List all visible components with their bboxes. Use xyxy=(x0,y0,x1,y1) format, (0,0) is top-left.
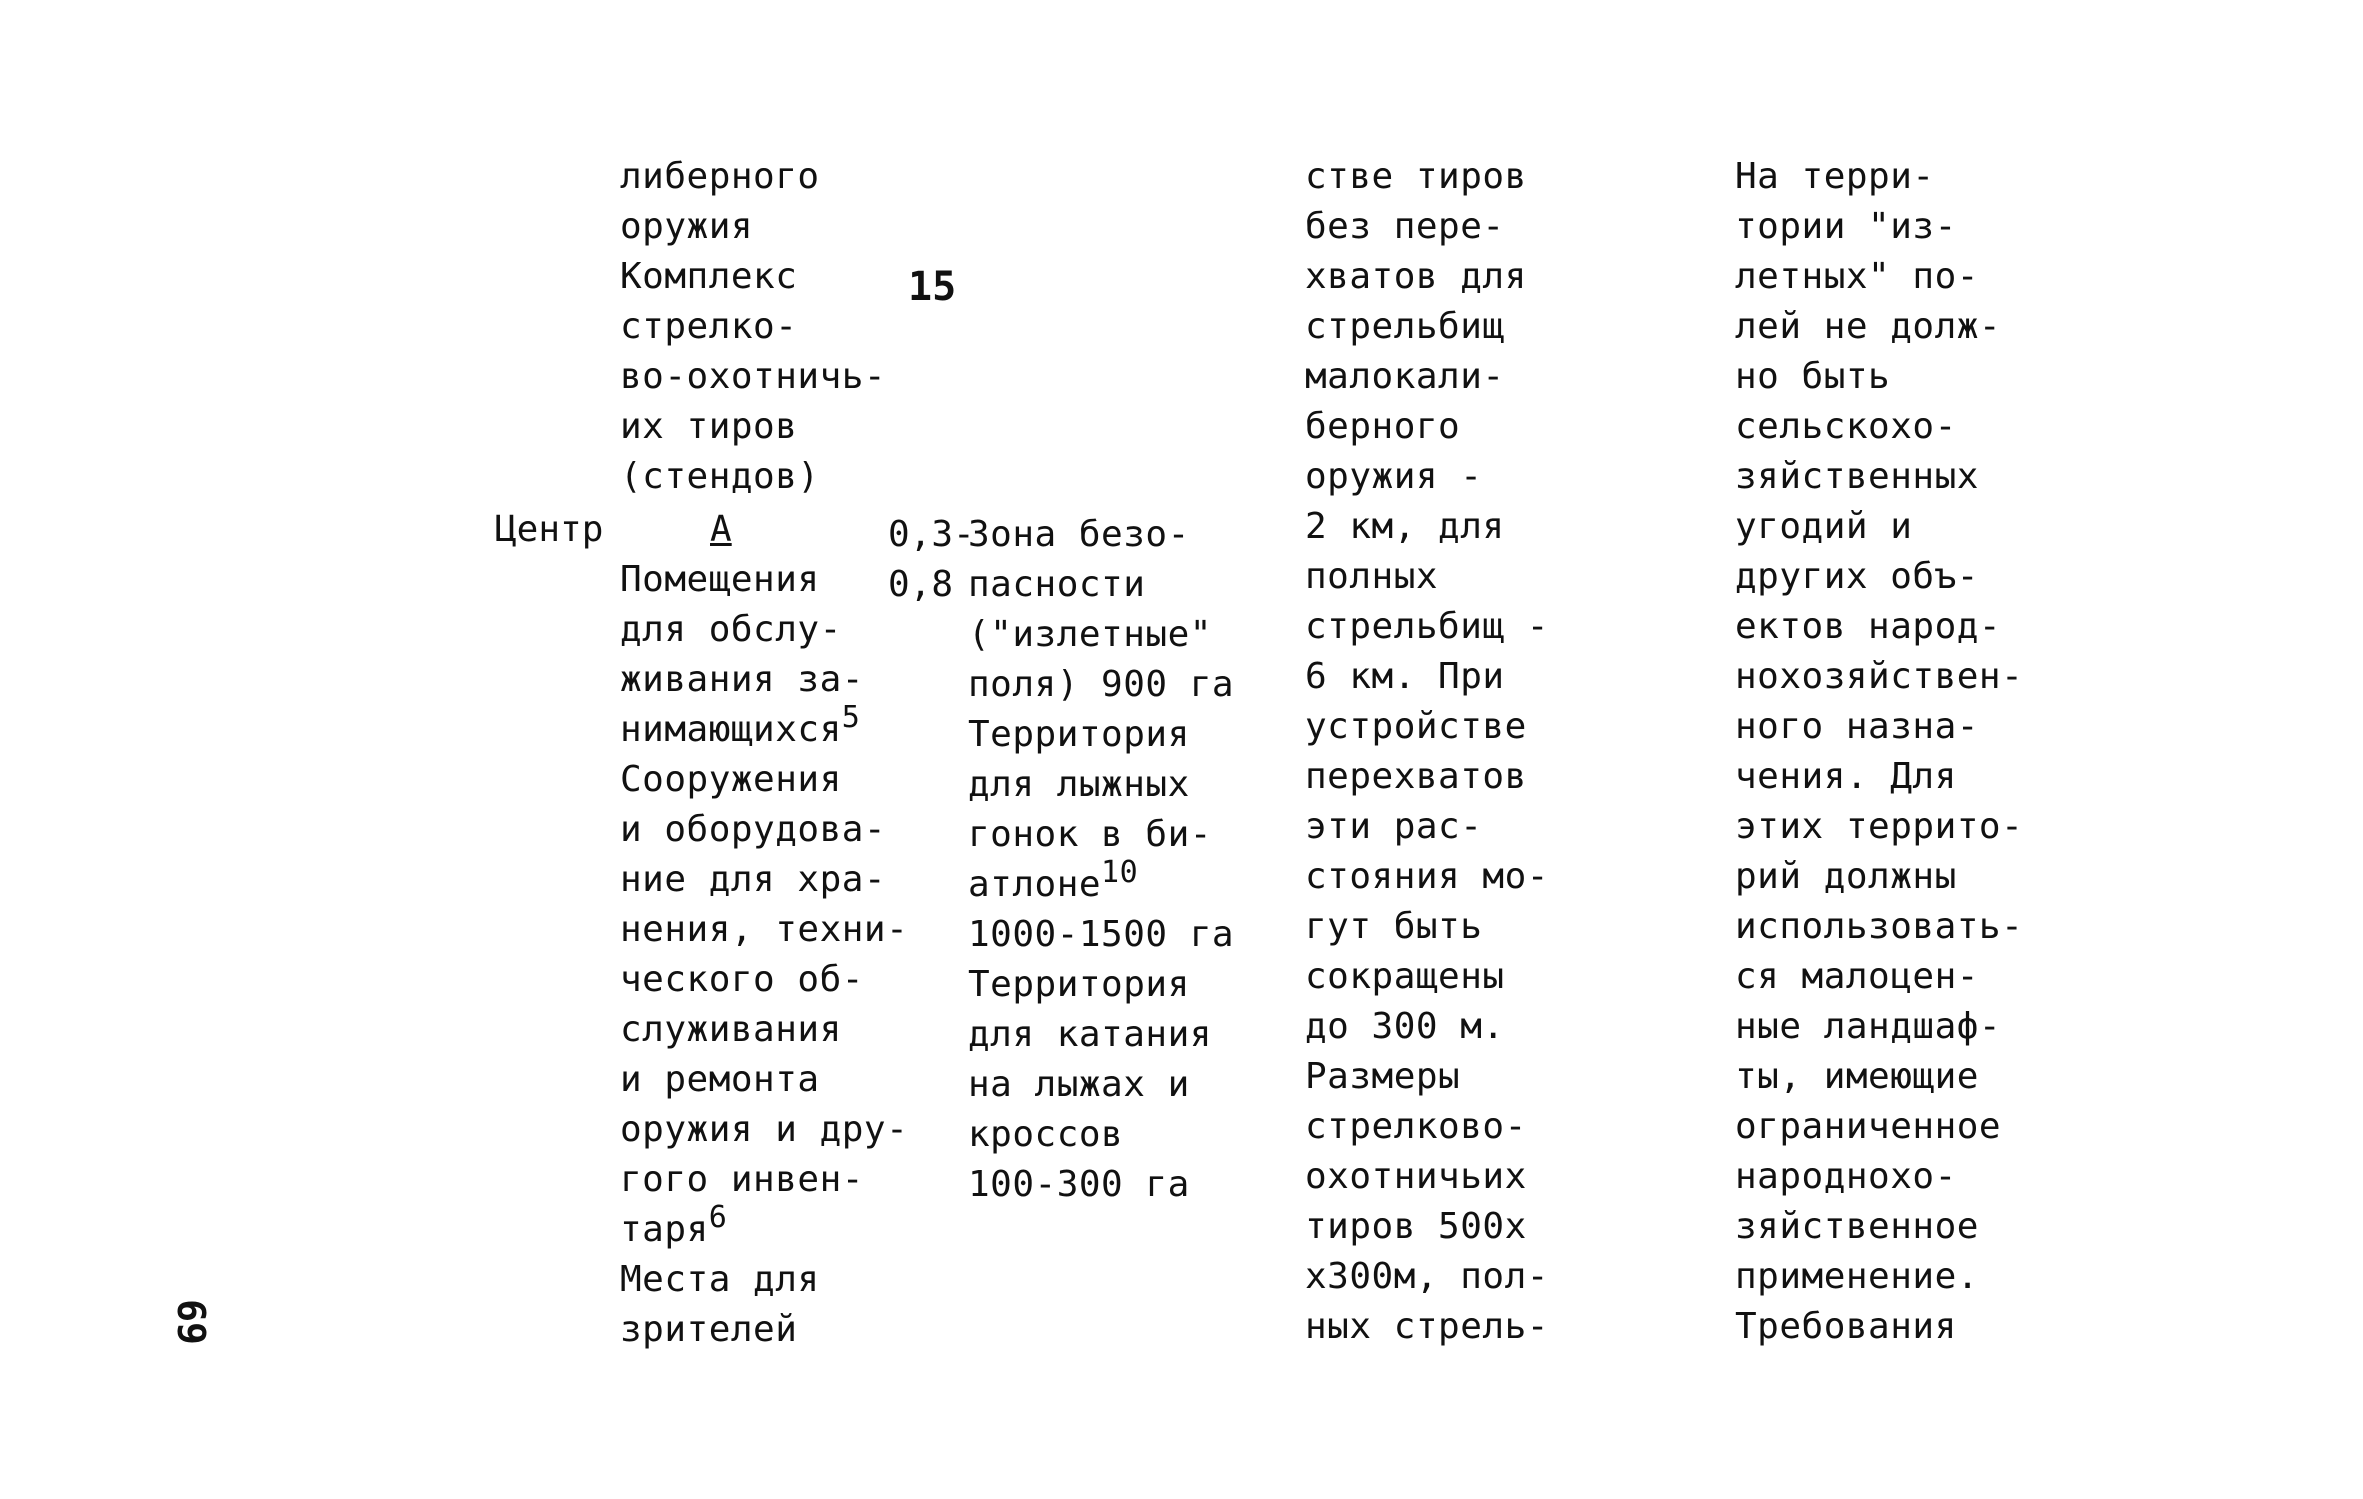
text-line-with-sup xyxy=(620,1200,908,1255)
text-line: х300м, пол- xyxy=(1305,1256,1549,1297)
text-line: до 300 м. xyxy=(1305,1006,1505,1047)
text-line: лей не долж- xyxy=(1735,306,2002,347)
text-line: ного назна- xyxy=(1735,706,1979,747)
text-line: рий должны xyxy=(1735,856,1957,897)
text-line: летных" по- xyxy=(1735,256,1979,297)
page-number: 69 xyxy=(168,1299,213,1345)
text-line: оружия и дру- xyxy=(620,1109,909,1150)
text-line: сельскохо- xyxy=(1735,406,1957,447)
text-line: Комплекс xyxy=(620,256,798,297)
text-line: На терри- xyxy=(1735,156,1935,197)
text-line: гонок в би- xyxy=(968,814,1212,855)
text-line: Сооружения xyxy=(620,759,842,800)
text-line: ных стрель- xyxy=(1305,1306,1549,1347)
text-line: угодий и xyxy=(1735,506,1913,547)
row-label-centr: Центр xyxy=(495,509,604,550)
text-line: на лыжах и xyxy=(968,1064,1190,1105)
text-line: но быть xyxy=(1735,356,1891,397)
col2 xyxy=(968,510,1234,1210)
text-line: ние для хра- xyxy=(620,859,887,900)
text-line: гут быть xyxy=(1305,906,1483,947)
text-line: их тиров xyxy=(620,406,798,447)
text-line: оружия xyxy=(620,206,754,247)
text-line: ектов народ- xyxy=(1735,606,2002,647)
text-line: поля) 900 га xyxy=(968,664,1235,705)
number-15: 15 xyxy=(908,264,957,310)
text-line: во-охотничь- xyxy=(620,356,887,397)
row-marker-a: А xyxy=(710,509,732,550)
text-line: применение. xyxy=(1735,1256,1979,1297)
text-line: устройстве xyxy=(1305,706,1527,747)
text-line: 6 км. При xyxy=(1305,656,1505,697)
text-line: 1000-1500 га xyxy=(968,914,1235,955)
text-line: для обслу- xyxy=(620,609,842,650)
text-line: для лыжных xyxy=(968,764,1190,805)
col4 xyxy=(1735,152,2023,1352)
text-line: Места для xyxy=(620,1259,820,1300)
text-line: народнохо- xyxy=(1735,1156,1957,1197)
text-line: Требования xyxy=(1735,1306,1957,1347)
text-line: других объ- xyxy=(1735,556,1979,597)
text-line: эти рас- xyxy=(1305,806,1483,847)
value-bottom: 0,8 xyxy=(888,564,954,605)
text-line: и ремонта xyxy=(620,1059,820,1100)
text-line: стрельбищ xyxy=(1305,306,1505,347)
text-line: стояния мо- xyxy=(1305,856,1549,897)
text-line: чения. Для xyxy=(1735,756,1957,797)
text-line: Помещения xyxy=(620,559,820,600)
footnote-ref: 5 xyxy=(841,700,861,735)
text: атлоне xyxy=(968,864,1102,905)
text-line: тории "из- xyxy=(1735,206,1957,247)
text-line: стрелково- xyxy=(1305,1106,1527,1147)
footnote-ref: 6 xyxy=(708,1200,728,1235)
text-line: служивания xyxy=(620,1009,842,1050)
text-line: для катания xyxy=(968,1014,1212,1055)
text: нимающихся xyxy=(620,709,842,750)
text-line: этих террито- xyxy=(1735,806,2024,847)
text-line: оружия - xyxy=(1305,456,1483,497)
text-line: и оборудова- xyxy=(620,809,887,850)
text-line: полных xyxy=(1305,556,1439,597)
text-line: нохозяйствен- xyxy=(1735,656,2024,697)
text-line: сокращены xyxy=(1305,956,1505,997)
text-line: зяйственное xyxy=(1735,1206,1979,1247)
text-line: охотничьих xyxy=(1305,1156,1527,1197)
text-line: нения, техни- xyxy=(620,909,909,950)
text-line: Размеры xyxy=(1305,1056,1461,1097)
col1-bottom xyxy=(620,555,908,1355)
text-line: гого инвен- xyxy=(620,1159,864,1200)
text-line: зяйственных xyxy=(1735,456,1979,497)
text-line: кроссов xyxy=(968,1114,1124,1155)
text-line: ческого об- xyxy=(620,959,864,1000)
text-line: ("излетные" xyxy=(968,614,1212,655)
text-line: без пере- xyxy=(1305,206,1505,247)
text-line: (стендов) xyxy=(620,456,820,497)
text-line: ся малоцен- xyxy=(1735,956,1979,997)
col1-top xyxy=(620,152,886,502)
text-line: тиров 500х xyxy=(1305,1206,1527,1247)
text-line: живания за- xyxy=(620,659,864,700)
text-line: перехватов xyxy=(1305,756,1527,797)
text-line: ты, имеющие xyxy=(1735,1056,1979,1097)
footnote-ref: 10 xyxy=(1101,855,1139,890)
text-line: использовать- xyxy=(1735,906,2024,947)
text-line: Территория xyxy=(968,714,1190,755)
text-line: либерного xyxy=(620,156,820,197)
col3 xyxy=(1305,152,1549,1352)
text-line: стрельбищ - xyxy=(1305,606,1549,647)
text-line: 100-300 га xyxy=(968,1164,1190,1205)
text-line-with-sup xyxy=(620,700,908,755)
text-line: зрителей xyxy=(620,1309,798,1350)
text-line: Территория xyxy=(968,964,1190,1005)
value-top: 0,3- xyxy=(888,514,975,555)
text-line: 2 км, для xyxy=(1305,506,1505,547)
text: таря xyxy=(620,1209,709,1250)
text-line: ограниченное xyxy=(1735,1106,2002,1147)
text-line: Зона безо- xyxy=(968,514,1190,555)
text-line-with-sup xyxy=(968,855,1234,910)
text-line: стрелко- xyxy=(620,306,798,347)
text-line: ные ландшаф- xyxy=(1735,1006,2002,1047)
text-line: хватов для xyxy=(1305,256,1527,297)
text-line: стве тиров xyxy=(1305,156,1527,197)
text-line: берного xyxy=(1305,406,1461,447)
text-line: пасности xyxy=(968,564,1146,605)
text-line: малокали- xyxy=(1305,356,1505,397)
